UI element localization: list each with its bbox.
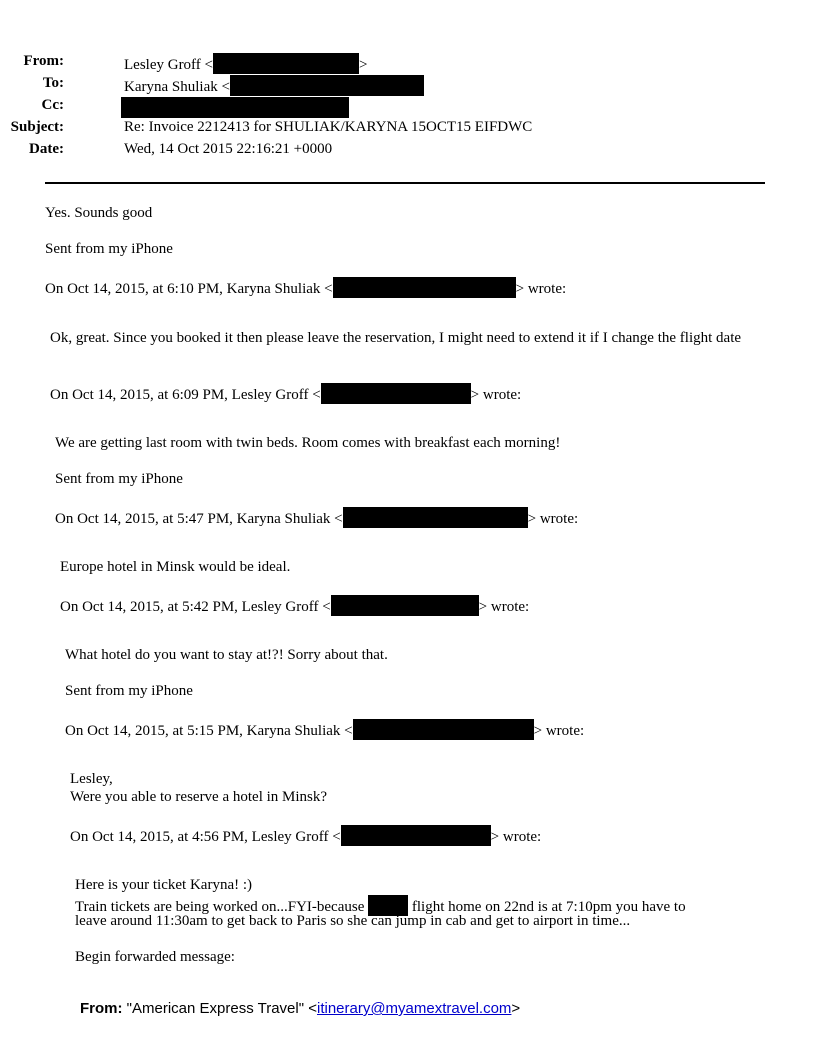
attribution-prefix: On Oct 14, 2015, at 5:42 PM, Lesley Groff <	[60, 599, 331, 615]
message-text: Ok, great. Since you booked it then please leave the reservation, I might need to extend it if I change the flight date	[50, 330, 742, 346]
redaction-box	[230, 75, 424, 96]
to-value	[124, 75, 424, 96]
header-to	[0, 75, 760, 97]
signature: Sent from my iPhone	[65, 683, 193, 699]
forwarded-from-name: "American Express Travel" <	[126, 1000, 317, 1017]
attribution-suffix: > wrote:	[533, 723, 585, 739]
cc-value	[121, 97, 349, 118]
redaction-box	[331, 595, 479, 616]
header-subject	[0, 119, 760, 141]
message-text: Here is your ticket Karyna! :)	[75, 877, 253, 893]
subject-label: Subject:	[10, 119, 64, 135]
redaction-box	[213, 53, 359, 74]
email-link[interactable]: itinerary@myamextravel.com	[316, 1000, 512, 1017]
message-text: Were you able to reserve a hotel in Minsk?	[70, 789, 328, 805]
message-text: Yes. Sounds good	[45, 205, 153, 221]
from-close: >	[359, 57, 368, 73]
attribution-prefix: On Oct 14, 2015, at 5:15 PM, Karyna Shuliak <	[65, 723, 353, 739]
message-text: Europe hotel in Minsk would be ideal.	[60, 559, 291, 575]
header-from	[0, 53, 760, 75]
quote-attribution	[45, 277, 566, 298]
attribution-suffix: > wrote:	[527, 511, 579, 527]
attribution-prefix: On Oct 14, 2015, at 4:56 PM, Lesley Groff <	[70, 829, 341, 845]
quote-attribution	[50, 383, 521, 404]
header-date	[0, 141, 760, 163]
forwarded-from	[80, 1000, 520, 1017]
attribution-prefix: On Oct 14, 2015, at 5:47 PM, Karyna Shuliak <	[55, 511, 343, 527]
to-name: Karyna Shuliak <	[124, 79, 230, 95]
attribution-suffix: > wrote:	[470, 387, 522, 403]
from-value	[124, 53, 367, 74]
redaction-box	[121, 97, 349, 118]
forwarded-from-label: From:	[80, 1000, 123, 1017]
subject-value: Re: Invoice 2212413 for SHULIAK/KARYNA 15OCT15 EIFDWC	[124, 119, 533, 135]
attribution-suffix: > wrote:	[478, 599, 530, 615]
from-label: From:	[23, 53, 64, 69]
redaction-box	[343, 507, 528, 528]
redaction-box	[333, 277, 516, 298]
quote-attribution	[60, 595, 529, 616]
text-segment: flight home on 22nd is at 7:10pm you have to	[411, 899, 686, 915]
message-text: What hotel do you want to stay at!?! Sorry about that.	[65, 647, 388, 663]
cc-label: Cc:	[41, 97, 64, 113]
redaction-box	[321, 383, 471, 404]
quote-attribution	[55, 507, 578, 528]
redaction-box	[341, 825, 491, 846]
message-text: Lesley,	[70, 771, 113, 787]
message-text: We are getting last room with twin beds. Room comes with breakfast each morning!	[55, 435, 561, 451]
quote-attribution	[70, 825, 541, 846]
date-label: Date:	[29, 141, 64, 157]
header-divider	[45, 182, 765, 184]
message-text: leave around 11:30am to get back to Paris so she can jump in cab and get to airport in time...	[75, 913, 631, 929]
from-name: Lesley Groff <	[124, 57, 213, 73]
attribution-prefix: On Oct 14, 2015, at 6:10 PM, Karyna Shuliak <	[45, 281, 333, 297]
forwarded-from-close: >	[511, 1000, 521, 1017]
quote-attribution	[65, 719, 584, 740]
signature: Sent from my iPhone	[45, 241, 173, 257]
forwarded-label: Begin forwarded message:	[75, 949, 235, 965]
to-label: To:	[42, 75, 64, 91]
attribution-suffix: > wrote:	[490, 829, 542, 845]
attribution-prefix: On Oct 14, 2015, at 6:09 PM, Lesley Groff <	[50, 387, 321, 403]
attribution-suffix: > wrote:	[515, 281, 567, 297]
date-value: Wed, 14 Oct 2015 22:16:21 +0000	[124, 141, 333, 157]
header-cc	[0, 97, 760, 119]
redaction-box	[353, 719, 534, 740]
text-segment: Train tickets are being worked on...FYI-because	[75, 899, 365, 915]
signature: Sent from my iPhone	[55, 471, 183, 487]
